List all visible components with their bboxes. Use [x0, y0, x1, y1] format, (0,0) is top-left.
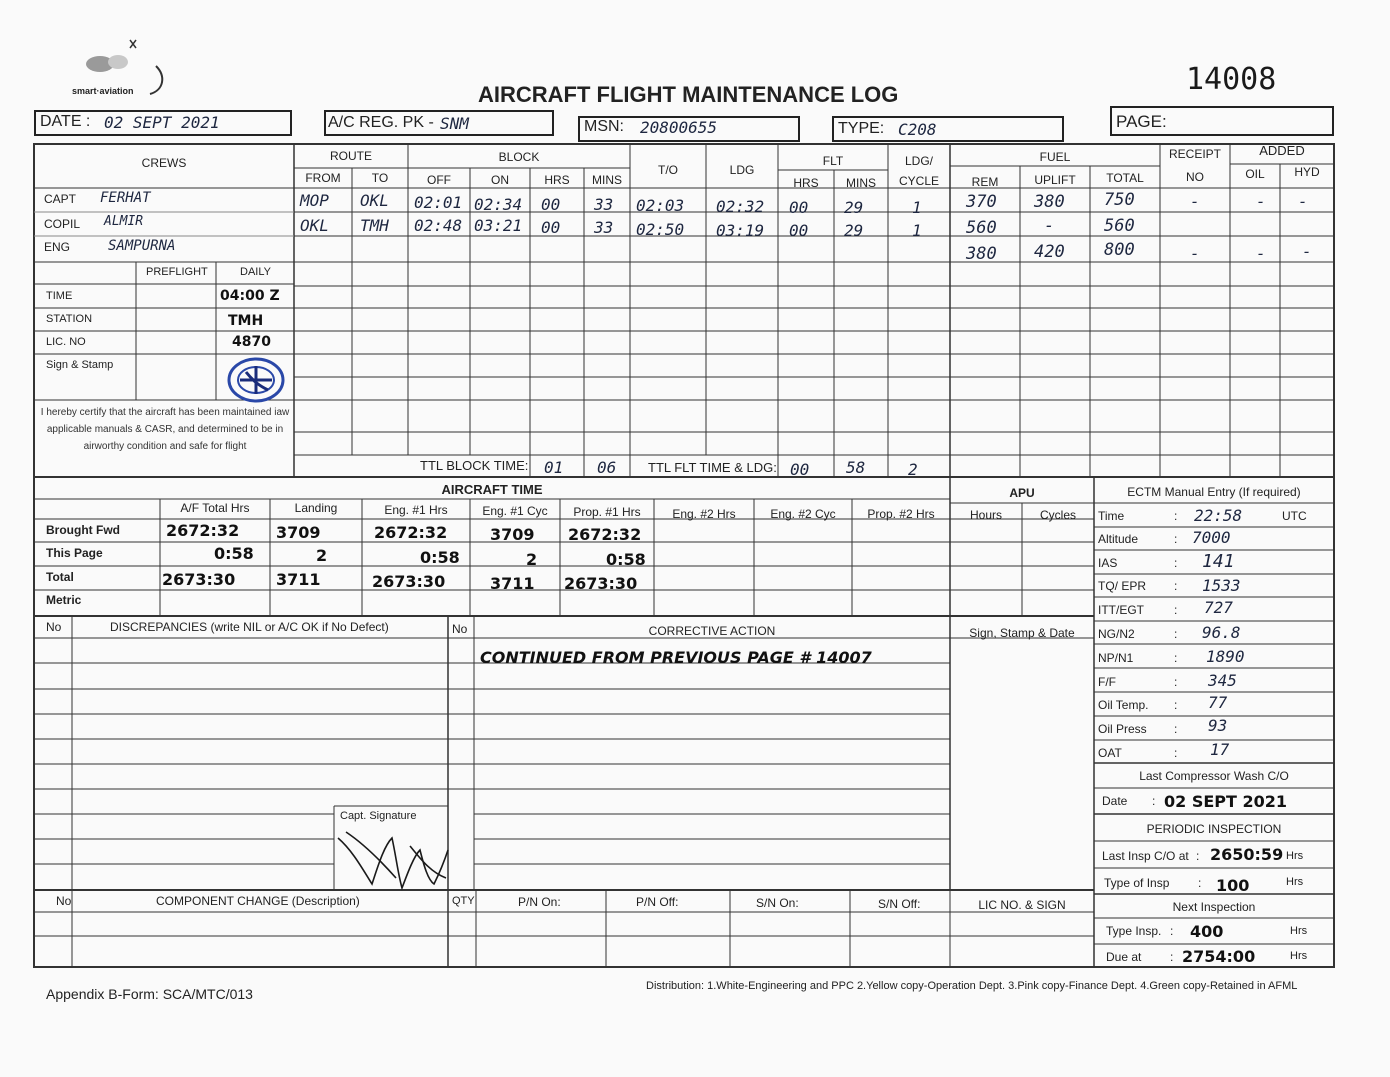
ectm-colon: :	[1174, 603, 1178, 617]
to-time-header: T/O	[658, 163, 678, 177]
block-hrs-header: HRS	[544, 173, 570, 187]
ldg-cycle-header-1: LDG/	[904, 154, 933, 168]
fuel-2-rem: 560	[966, 218, 997, 238]
fuel-2-uplift: -	[1044, 216, 1055, 236]
distribution-note: Distribution: 1.White-Engineering and PPC 2.Yellow copy-Operation Dept. 3.Pink copy-Finance Dept. 4.Green copy-Retained in AFML	[646, 980, 1298, 992]
flt-hrs-header: HRS	[793, 176, 819, 190]
fuel-1-oil: -	[1256, 192, 1266, 211]
row-this-page-label: This Page	[46, 546, 103, 560]
form-number: Appendix B-Form: SCA/MTC/013	[46, 986, 253, 1002]
reg-label: A/C REG. PK -	[328, 114, 434, 131]
header-eng2-hrs: Eng. #2 Hrs	[672, 507, 736, 521]
ectm-colon: :	[1174, 532, 1178, 546]
next-type-hrs: Hrs	[1290, 925, 1308, 937]
brought-fwd-eng1: 2672:32	[374, 523, 448, 542]
ldg-cycle-header-2: CYCLE	[898, 174, 939, 188]
ectm-value-ff: 345	[1208, 671, 1237, 690]
ectm-unit-time: UTC	[1282, 509, 1307, 523]
to-header: TO	[371, 171, 389, 185]
sign-stamp-date-header: Sign, Stamp & Date	[969, 626, 1075, 640]
ttl-block-hrs: 01	[544, 458, 564, 477]
ttl-block-label: TTL BLOCK TIME:	[420, 458, 529, 473]
daily-time-value: 04:00 Z	[220, 288, 280, 304]
crew-name-copil: ALMIR	[104, 214, 144, 229]
from-header: FROM	[305, 171, 341, 185]
compressor-date-value: 02 SEPT 2021	[1164, 792, 1288, 811]
total-af: 2673:30	[162, 570, 236, 589]
daily-station-value: TMH	[228, 313, 264, 329]
ectm-colon: :	[1174, 698, 1178, 712]
crew-role-copil: COPIL	[44, 217, 81, 231]
receipt-no-header: NO	[1186, 170, 1204, 184]
flight-2-flt-mins: 29	[844, 221, 864, 240]
ldg-header: LDG	[729, 163, 755, 177]
flight-1-mins: 33	[594, 195, 614, 214]
brought-fwd-landing: 3709	[276, 523, 321, 542]
page-title: AIRCRAFT FLIGHT MAINTENANCE LOG	[478, 82, 899, 107]
daily-label: DAILY	[240, 266, 271, 278]
corrective-action-entry: CONTINUED FROM PREVIOUS PAGE # 14007	[480, 648, 872, 667]
flight-2-flt-hrs: 00	[789, 221, 809, 240]
flight-2-on: 03:21	[474, 216, 523, 235]
ectm-label-ng: NG/N2	[1098, 627, 1135, 641]
ectm-value-tq: 1533	[1202, 576, 1241, 595]
fuel-2-total: 560	[1104, 216, 1135, 236]
flight-1-to: OKL	[360, 191, 389, 210]
flight-2-ldg: 03:19	[716, 221, 765, 240]
brought-fwd-af: 2672:32	[166, 521, 240, 540]
ectm-colon: :	[1174, 651, 1178, 665]
ectm-label-itt: ITT/EGT	[1098, 603, 1144, 617]
corrective-action-header: CORRECTIVE ACTION	[648, 624, 776, 638]
due-at-hrs: Hrs	[1290, 950, 1308, 962]
this-page-landing: 2	[316, 546, 328, 565]
ectm-label-tq: TQ/ EPR	[1098, 579, 1147, 593]
brought-fwd-cyc1: 3709	[490, 525, 535, 544]
ectm-label-oil-temp: Oil Temp.	[1098, 698, 1149, 712]
uplift-header: UPLIFT	[1034, 173, 1076, 187]
msn-value: 20800655	[640, 118, 718, 137]
flight-1-cycle: 1	[912, 198, 922, 217]
flight-1-flt-mins: 29	[844, 198, 864, 217]
ectm-colon: :	[1174, 675, 1178, 689]
ectm-value-ias: 141	[1202, 551, 1235, 572]
crew-role-capt: CAPT	[44, 192, 77, 206]
ectm-colon: :	[1174, 509, 1178, 523]
fuel-1-hyd: -	[1298, 192, 1308, 211]
fuel-1-total: 750	[1104, 190, 1135, 210]
off-header: OFF	[427, 173, 451, 187]
ectm-colon: :	[1170, 950, 1174, 964]
due-at-label: Due at	[1106, 950, 1142, 964]
ectm-title: ECTM Manual Entry (If required)	[1127, 485, 1301, 499]
flight-1-flt-hrs: 00	[789, 198, 809, 217]
preflight-label: PREFLIGHT	[146, 266, 208, 278]
fuel-1-receipt: -	[1190, 192, 1200, 211]
msn-label: MSN:	[584, 118, 624, 135]
fuel-3-total: 800	[1104, 240, 1135, 260]
capt-signature-label: Capt. Signature	[340, 810, 417, 822]
brought-fwd-prop1: 2672:32	[568, 525, 642, 544]
pn-on-header: P/N On:	[518, 895, 561, 909]
ectm-label-np: NP/N1	[1098, 651, 1134, 665]
row-brought-fwd-label: Brought Fwd	[46, 523, 120, 537]
sign-stamp-label: Sign & Stamp	[46, 359, 114, 371]
fuel-header: FUEL	[1039, 150, 1071, 164]
ectm-label-ias: IAS	[1098, 556, 1118, 570]
station-label: STATION	[46, 313, 93, 325]
type-insp-value: 100	[1216, 876, 1250, 895]
this-page-eng1: 0:58	[420, 548, 460, 567]
type-insp-label: Type of Insp	[1104, 876, 1170, 890]
ectm-colon: :	[1174, 556, 1178, 570]
crew-role-eng: ENG	[44, 240, 71, 254]
flight-2-to-time: 02:50	[636, 220, 685, 239]
ectm-value-oil-press: 93	[1208, 716, 1228, 735]
flight-1-on: 02:34	[474, 195, 523, 214]
fuel-3-hyd: -	[1302, 242, 1312, 261]
ectm-colon: :	[1198, 876, 1202, 890]
fuel-1-uplift: 380	[1034, 192, 1065, 212]
lic-sign-header: LIC NO. & SIGN	[978, 898, 1066, 912]
ectm-label-altitude: Altitude	[1098, 532, 1139, 546]
header-prop1-hrs: Prop. #1 Hrs	[573, 505, 641, 519]
flight-2-from: OKL	[300, 216, 329, 235]
ectm-value-time: 22:58	[1194, 506, 1243, 525]
capt-signature-scribble	[338, 832, 448, 888]
apu-hours-header: Hours	[969, 508, 1002, 522]
lic-label: LIC. NO	[46, 336, 86, 348]
apu-title: APU	[1009, 486, 1035, 500]
row-total-label: Total	[46, 570, 74, 584]
flight-2-hrs: 00	[541, 218, 561, 237]
flight-2-mins: 33	[594, 218, 614, 237]
ectm-colon: :	[1174, 722, 1178, 736]
fuel-total-header: TOTAL	[1106, 171, 1144, 185]
crew-name-capt: FERHAT	[100, 190, 151, 206]
row-metric-label: Metric	[46, 593, 82, 607]
header-eng2-cyc: Eng. #2 Cyc	[770, 507, 836, 521]
inspection-stamp-icon	[226, 356, 286, 404]
flt-header: FLT	[822, 154, 844, 168]
flt-mins-header: MINS	[846, 176, 876, 190]
last-insp-value: 2650:59	[1210, 845, 1284, 864]
apu-cycles-header: Cycles	[1039, 508, 1076, 522]
ectm-colon: :	[1152, 794, 1156, 808]
flight-1-to-time: 02:03	[636, 196, 685, 215]
flight-1-hrs: 00	[541, 195, 561, 214]
discrepancies-header: DISCREPANCIES (write NIL or A/C OK if No Defect)	[110, 620, 389, 634]
ttl-ldg: 2	[908, 460, 918, 479]
added-header: ADDED	[1259, 143, 1305, 158]
compressor-wash-title: Last Compressor Wash C/O	[1139, 769, 1289, 783]
this-page-prop1: 0:58	[606, 550, 646, 569]
type-insp-hrs: Hrs	[1286, 876, 1304, 888]
flight-1-off: 02:01	[414, 193, 463, 212]
ectm-colon: :	[1174, 579, 1178, 593]
total-cyc1: 3711	[490, 574, 535, 593]
ectm-colon: :	[1174, 627, 1178, 641]
ectm-label-oat: OAT	[1098, 746, 1122, 760]
ectm-label-ff: F/F	[1098, 675, 1116, 689]
ttl-flt-hrs: 00	[790, 460, 810, 479]
receipt-header: RECEIPT	[1168, 147, 1221, 161]
ttl-flt-label: TTL FLT TIME & LDG:	[648, 460, 777, 475]
header-af-total: A/F Total Hrs	[180, 501, 250, 515]
header-landing: Landing	[294, 501, 338, 515]
flight-2-off: 02:48	[414, 216, 463, 235]
certification-text: I hereby certify that the aircraft has been maintained iaw applicable manuals & CASR, and determined to be in airworthy condition and safe for flight	[40, 407, 290, 452]
total-landing: 3711	[276, 570, 321, 589]
daily-lic-value: 4870	[232, 334, 271, 350]
sn-off-header: S/N Off:	[878, 897, 921, 911]
component-no-header: No	[56, 894, 72, 908]
block-header: BLOCK	[498, 150, 540, 164]
header-eng1-hrs: Eng. #1 Hrs	[384, 503, 448, 517]
type-value: C208	[898, 120, 937, 139]
fuel-1-rem: 370	[966, 192, 997, 212]
oil-header: OIL	[1245, 167, 1265, 181]
ttl-flt-mins: 58	[846, 458, 866, 477]
log-page-number: 14008	[1186, 62, 1277, 97]
ectm-colon: :	[1174, 746, 1178, 760]
reg-value: SNM	[440, 114, 469, 133]
header-prop2-hrs: Prop. #2 Hrs	[867, 507, 935, 521]
discrepancy-no-header: No	[46, 620, 62, 634]
periodic-inspection-title: PERIODIC INSPECTION	[1146, 822, 1282, 836]
on-header: ON	[491, 173, 509, 187]
last-insp-label: Last Insp C/O at	[1102, 849, 1189, 863]
page-label: PAGE:	[1116, 112, 1167, 131]
ectm-colon: :	[1170, 924, 1174, 938]
sn-on-header: S/N On:	[756, 896, 799, 910]
crew-name-eng: SAMPURNA	[108, 238, 176, 254]
fuel-3-rem: 380	[966, 244, 997, 264]
ectm-label-oil-press: Oil Press	[1098, 722, 1147, 736]
ttl-block-mins: 06	[597, 458, 617, 477]
time-label: TIME	[46, 290, 73, 302]
flight-2-to: TMH	[360, 216, 389, 235]
last-insp-hrs: Hrs	[1286, 850, 1304, 862]
rem-header: REM	[971, 175, 999, 189]
ectm-value-oil-temp: 77	[1208, 693, 1228, 712]
next-inspection-title: Next Inspection	[1172, 900, 1256, 914]
corrective-no-header: No	[452, 622, 468, 636]
block-mins-header: MINS	[592, 173, 622, 187]
fuel-3-receipt: -	[1190, 244, 1200, 263]
ectm-value-oat: 17	[1210, 740, 1230, 759]
flight-1-from: MOP	[300, 191, 329, 210]
logo-text: smart·aviation	[72, 86, 134, 96]
route-header: ROUTE	[330, 149, 372, 163]
this-page-cyc1: 2	[526, 550, 538, 569]
hyd-header: HYD	[1294, 165, 1320, 179]
compressor-date-label: Date	[1102, 794, 1128, 808]
type-label: TYPE:	[838, 120, 885, 137]
ectm-value-itt: 727	[1204, 598, 1233, 617]
aircraft-time-title: AIRCRAFT TIME	[441, 482, 543, 497]
fuel-3-oil: -	[1256, 244, 1266, 263]
crews-header: CREWS	[141, 156, 187, 170]
company-logo	[72, 36, 172, 100]
ectm-value-ng: 96.8	[1202, 623, 1241, 642]
total-prop1: 2673:30	[564, 574, 638, 593]
this-page-af: 0:58	[214, 544, 254, 563]
component-change-header: COMPONENT CHANGE (Description)	[156, 894, 360, 908]
header-eng1-cyc: Eng. #1 Cyc	[482, 504, 548, 518]
ectm-value-altitude: 7000	[1192, 528, 1231, 547]
due-at-value: 2754:00	[1182, 947, 1256, 966]
flight-1-ldg: 02:32	[716, 197, 765, 216]
ectm-colon: :	[1196, 849, 1200, 863]
next-type-label: Type Insp.	[1106, 924, 1162, 938]
total-eng1: 2673:30	[372, 572, 446, 591]
qty-header: QTY	[452, 895, 475, 907]
ectm-value-np: 1890	[1206, 647, 1245, 666]
date-value: 02 SEPT 2021	[104, 113, 220, 132]
flight-2-cycle: 1	[912, 221, 922, 240]
fuel-3-uplift: 420	[1034, 242, 1065, 262]
ectm-label-time: Time	[1098, 509, 1125, 523]
next-type-value: 400	[1190, 922, 1224, 941]
date-label: DATE :	[40, 113, 91, 130]
pn-off-header: P/N Off:	[636, 895, 679, 909]
